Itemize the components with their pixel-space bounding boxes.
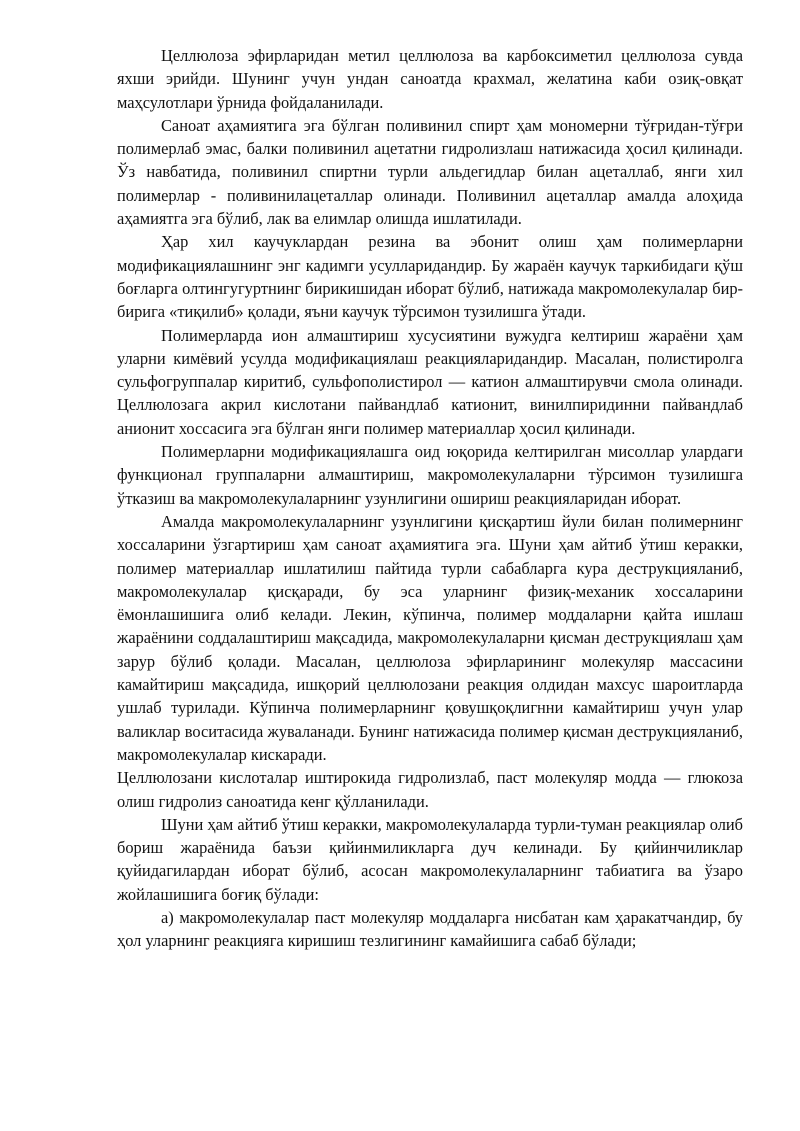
paragraph: Полимерларни модификациялашга оид юқорида келтирилган мисоллар улардаги функционал группаларни алмаштириш, макромолекулаларни тўрсимон тузилишга ўтказиш ва макромолекулаларнинг узунлигини ошириш реакцияларидан иборат. (117, 442, 743, 508)
list-item-a: а) макромолекулалар паст молекуляр моддаларга нисбатан кам ҳаракатчандир, бу ҳол уларнинг реакцияга киришиш тезлигининг камайишига сабаб бўлади; (117, 907, 743, 951)
paragraph: Целлюлозани кислоталар иштирокида гидролизлаб, паст молекуляр модда — глюкоза олиш гидролиз саноатида кенг қўлланилади. (117, 768, 743, 811)
paragraph: Ҳар хил каучуклардан резина ва эбонит олиш ҳам полимерларни модификациялашнинг энг кадимги усулларидандир. Бу жараён каучук таркибидаги қўш боғларга олтингугуртнинг бирикишидан иборат бўлиб, натижада макромолекулалар бир-бирига «тиқилиб» қолади, яъни каучук тўрсимон тузилишга ўтади. (117, 232, 743, 322)
paragraph: Амалда макромолекулаларнинг узунлигини қисқартиш йули билан полимернинг хоссаларини ўзгартириш ҳам саноат аҳамиятига эга. Шуни ҳам айтиб ўтиш керакки, полимер материаллар ишлатилиш пайтида турли сабабларга кура деструкцияланиб, макромолекулалар қисқаради, бу эса уларнинг физиқ-механик хоссаларини ёмонлашишига олиб келади. Лекин, кўпинча, полимер моддаларни қайта ишлаш жараёнини соддалаштириш мақсадида, макромолекулаларни қисман деструкциялаш ҳам зарур бўлиб қолади. Масалан, целлюлоза эфирларининг молекуляр массасини камайтириш мақсадида, ишқорий целлюлозани реакция олдидан махсус шароитларда ушлаб турилади. Кўпинча полимерларнинг қовушқоқлигнни камайтириш учун улар валиклар воситасида жуваланади. Бунинг натижасида полимер қисман деструкцияланиб, макромолекулалар кискаради. (117, 511, 743, 764)
paragraph: Полимерларда ион алмаштириш хусусиятини вужудга келтириш жараёни ҳам уларни кимёвий усулда модификациялаш реакцияларидандир. Масалан, полистиролга сульфогруппалар киритиб, сульфополистирол — катион алмаштирувчи смола олинади. Целлюлозага акрил кислотани пайвандлаб катионит, винилпиридинни пайвандлаб анионит хоссасига эга бўлган янги полимер материаллар ҳосил қилинади. (117, 325, 743, 438)
paragraph: Целлюлоза эфирларидан метил целлюлоза ва карбоксиметил целлюлоза сувда яхши эрийди. Шунинг учун ундан саноатда крахмал, желатина каби озиқ-овқат маҳсулотлари ўрнида фойдаланилади. (117, 46, 743, 112)
document-page (117, 44, 743, 953)
paragraph: Саноат аҳамиятига эга бўлган поливинил спирт ҳам мономерни тўғридан-тўғри полимерлаб эмас, балки поливинил ацетатни гидролизлаш натижасида ҳосил қилинади. Ўз навбатида, поливинил спиртни турли альдегидлар билан ацеталлаб, янги хил полимерлар - поливинилацеталлар олинади. Поливинил ацеталлар амалда алоҳида аҳамиятга эга бўлиб, лак ва елимлар олишда ишлатилади. (117, 115, 743, 229)
paragraph: Шуни ҳам айтиб ўтиш керакки, макромолекулаларда турли-туман реакциялар олиб бориш жараёнида баъзи қийинмиликларга дуч келинади. Бу қийинчиликлар қуйидагилардан иборат бўлиб, асосан макромолекулаларнинг табиатига ва ўзаро жойлашишига боғиқ бўлади: (117, 814, 743, 904)
